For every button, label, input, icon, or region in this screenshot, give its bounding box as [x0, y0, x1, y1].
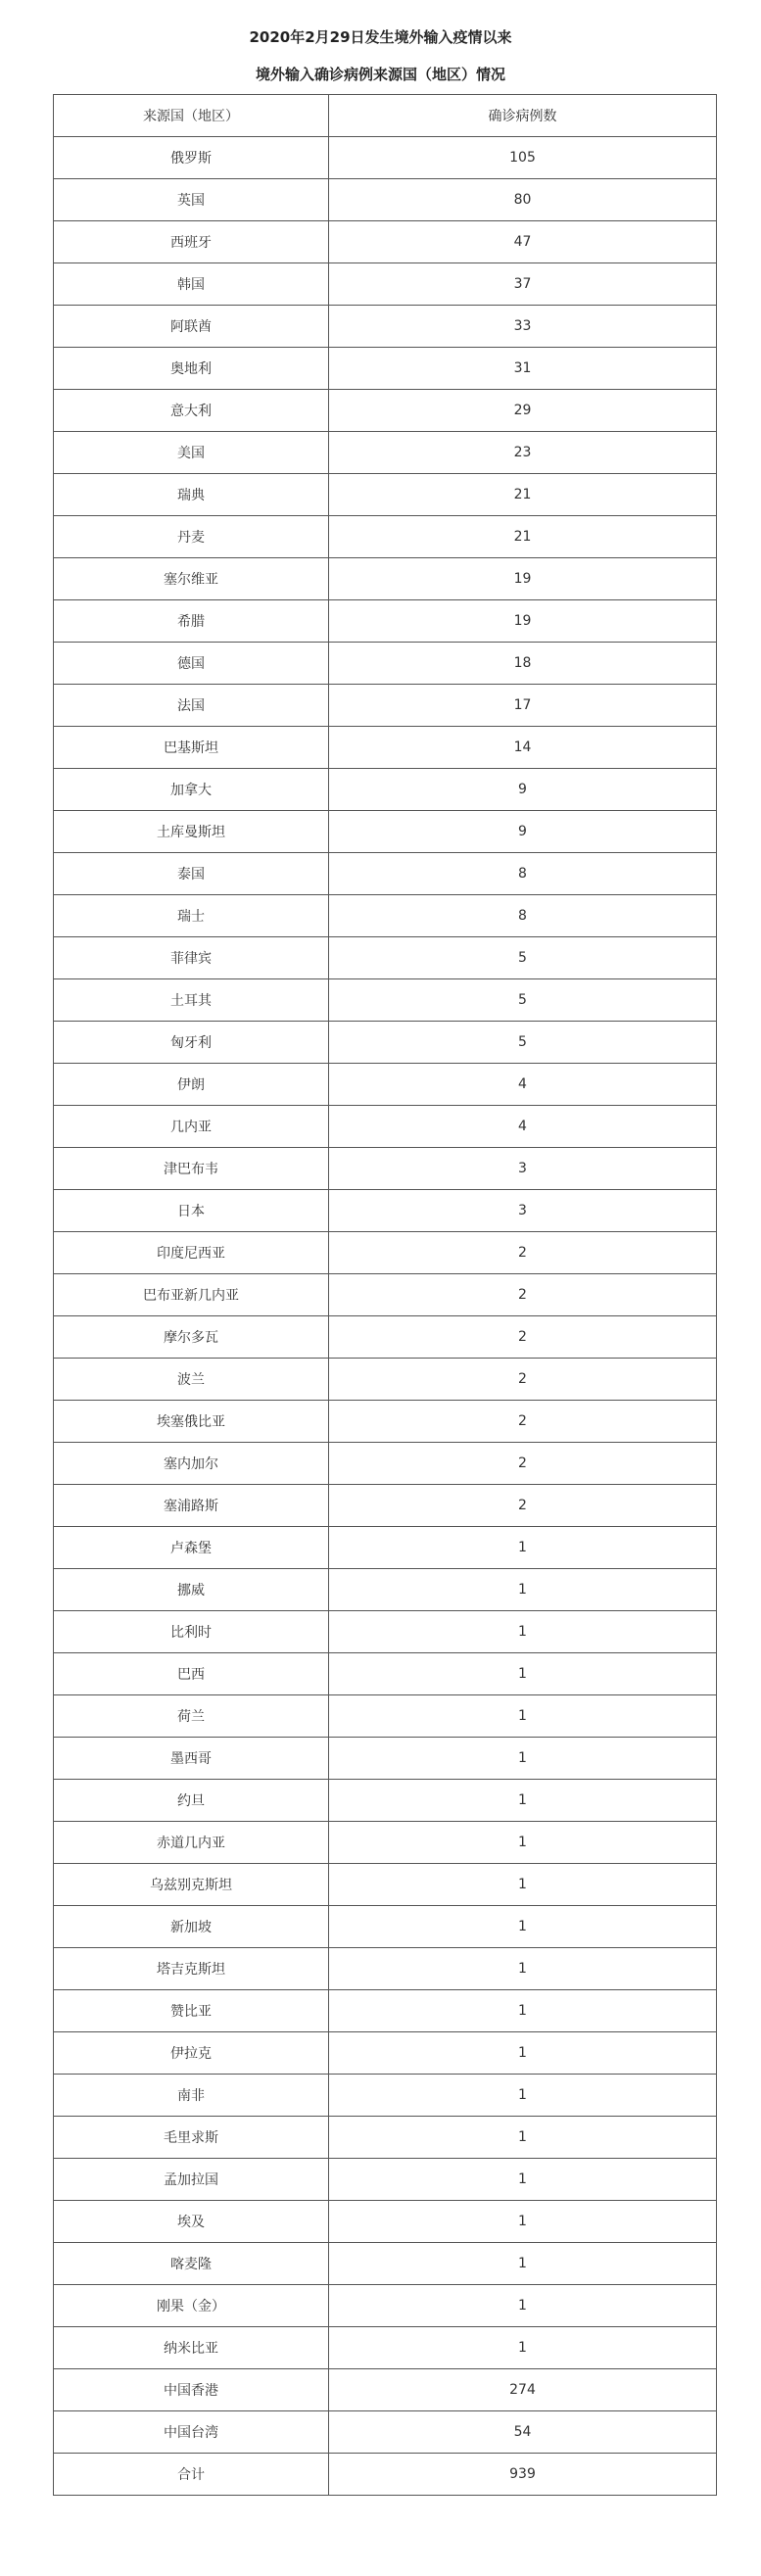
case-count-cell: 31 [329, 348, 717, 390]
imported-cases-table [53, 94, 717, 2496]
country-cell: 阿联酋 [54, 306, 329, 348]
country-cell: 南非 [54, 2075, 329, 2117]
table-row [54, 1401, 717, 1443]
table-row [54, 1906, 717, 1948]
table-header-row [54, 95, 717, 137]
country-cell: 美国 [54, 432, 329, 474]
country-cell: 印度尼西亚 [54, 1232, 329, 1274]
case-count-cell: 29 [329, 390, 717, 432]
case-count-cell: 1 [329, 2159, 717, 2201]
table-row [54, 1232, 717, 1274]
country-cell: 比利时 [54, 1611, 329, 1653]
case-count-cell: 1 [329, 1822, 717, 1864]
country-cell: 刚果（金） [54, 2285, 329, 2327]
table-row [54, 1864, 717, 1906]
country-cell: 中国香港 [54, 2369, 329, 2411]
case-count-cell: 3 [329, 1190, 717, 1232]
case-count-cell: 8 [329, 895, 717, 937]
table-row [54, 2075, 717, 2117]
country-cell: 埃塞俄比亚 [54, 1401, 329, 1443]
case-count-cell: 5 [329, 979, 717, 1022]
country-cell: 韩国 [54, 263, 329, 306]
country-cell: 日本 [54, 1190, 329, 1232]
country-cell: 卢森堡 [54, 1527, 329, 1569]
country-cell: 伊朗 [54, 1064, 329, 1106]
country-cell: 泰国 [54, 853, 329, 895]
case-count-cell: 33 [329, 306, 717, 348]
case-count-cell: 17 [329, 685, 717, 727]
country-cell: 土库曼斯坦 [54, 811, 329, 853]
table-row [54, 1695, 717, 1738]
case-count-cell: 37 [329, 263, 717, 306]
table-row [54, 1443, 717, 1485]
table-row [54, 2159, 717, 2201]
table-row [54, 895, 717, 937]
case-count-cell: 5 [329, 1022, 717, 1064]
table-row [54, 2243, 717, 2285]
case-count-cell: 2 [329, 1359, 717, 1401]
table-row [54, 306, 717, 348]
table-row [54, 2454, 717, 2496]
case-count-cell: 2 [329, 1485, 717, 1527]
case-count-cell: 8 [329, 853, 717, 895]
case-count-cell: 23 [329, 432, 717, 474]
case-count-cell: 9 [329, 769, 717, 811]
country-cell: 塔吉克斯坦 [54, 1948, 329, 1990]
country-cell: 匈牙利 [54, 1022, 329, 1064]
case-count-cell: 4 [329, 1106, 717, 1148]
country-cell: 合计 [54, 2454, 329, 2496]
table-row [54, 1611, 717, 1653]
case-count-cell: 21 [329, 516, 717, 558]
case-count-cell: 1 [329, 1653, 717, 1695]
table-row [54, 2411, 717, 2454]
case-count-cell: 80 [329, 179, 717, 221]
table-row [54, 2369, 717, 2411]
table-row [54, 348, 717, 390]
table-row [54, 179, 717, 221]
country-cell: 俄罗斯 [54, 137, 329, 179]
country-cell: 奥地利 [54, 348, 329, 390]
country-cell: 喀麦隆 [54, 2243, 329, 2285]
table-row [54, 390, 717, 432]
case-count-cell: 1 [329, 1695, 717, 1738]
country-cell: 菲律宾 [54, 937, 329, 979]
country-cell: 津巴布韦 [54, 1148, 329, 1190]
case-count-cell: 1 [329, 1527, 717, 1569]
table-row [54, 2117, 717, 2159]
country-cell: 伊拉克 [54, 2032, 329, 2075]
case-count-cell: 5 [329, 937, 717, 979]
case-count-cell: 1 [329, 1738, 717, 1780]
case-count-cell: 1 [329, 1611, 717, 1653]
case-count-cell: 2 [329, 1232, 717, 1274]
table-row [54, 1948, 717, 1990]
country-cell: 新加坡 [54, 1906, 329, 1948]
case-count-cell: 2 [329, 1274, 717, 1316]
table-row [54, 1359, 717, 1401]
table-row [54, 516, 717, 558]
table-row [54, 1569, 717, 1611]
country-cell: 塞尔维亚 [54, 558, 329, 600]
case-count-cell: 18 [329, 643, 717, 685]
country-cell: 西班牙 [54, 221, 329, 263]
table-row [54, 937, 717, 979]
table-row [54, 727, 717, 769]
table-row [54, 1022, 717, 1064]
case-count-cell: 1 [329, 1780, 717, 1822]
case-count-cell: 2 [329, 1316, 717, 1359]
country-cell: 瑞典 [54, 474, 329, 516]
case-count-cell: 19 [329, 558, 717, 600]
table-row [54, 811, 717, 853]
country-cell: 孟加拉国 [54, 2159, 329, 2201]
table-row [54, 1064, 717, 1106]
case-count-cell: 1 [329, 2032, 717, 2075]
country-cell: 波兰 [54, 1359, 329, 1401]
table-row [54, 769, 717, 811]
table-row [54, 979, 717, 1022]
table-row [54, 2327, 717, 2369]
country-cell: 荷兰 [54, 1695, 329, 1738]
country-cell: 希腊 [54, 600, 329, 643]
country-cell: 几内亚 [54, 1106, 329, 1148]
table-row [54, 1274, 717, 1316]
case-count-cell: 4 [329, 1064, 717, 1106]
table-row [54, 2032, 717, 2075]
table-row [54, 263, 717, 306]
country-cell: 丹麦 [54, 516, 329, 558]
table-row [54, 1780, 717, 1822]
case-count-cell: 1 [329, 1906, 717, 1948]
table-row [54, 1822, 717, 1864]
table-row [54, 2285, 717, 2327]
case-count-cell: 1 [329, 1864, 717, 1906]
table-row [54, 1990, 717, 2032]
case-count-cell: 939 [329, 2454, 717, 2496]
case-count-cell: 105 [329, 137, 717, 179]
case-count-cell: 47 [329, 221, 717, 263]
country-cell: 土耳其 [54, 979, 329, 1022]
country-cell: 巴西 [54, 1653, 329, 1695]
table-row [54, 474, 717, 516]
country-cell: 瑞士 [54, 895, 329, 937]
country-cell: 挪威 [54, 1569, 329, 1611]
table-row [54, 1316, 717, 1359]
table-row [54, 1148, 717, 1190]
table-row [54, 1738, 717, 1780]
country-cell: 中国台湾 [54, 2411, 329, 2454]
table-row [54, 432, 717, 474]
country-cell: 赞比亚 [54, 1990, 329, 2032]
country-cell: 英国 [54, 179, 329, 221]
table-row [54, 2201, 717, 2243]
country-cell: 德国 [54, 643, 329, 685]
case-count-cell: 9 [329, 811, 717, 853]
country-cell: 毛里求斯 [54, 2117, 329, 2159]
header-country: 来源国（地区） [54, 95, 329, 137]
table-row [54, 1485, 717, 1527]
country-cell: 巴布亚新几内亚 [54, 1274, 329, 1316]
table-row [54, 221, 717, 263]
case-count-cell: 3 [329, 1148, 717, 1190]
case-count-cell: 1 [329, 2201, 717, 2243]
case-count-cell: 1 [329, 1990, 717, 2032]
country-cell: 纳米比亚 [54, 2327, 329, 2369]
table-row [54, 1106, 717, 1148]
case-count-cell: 2 [329, 1401, 717, 1443]
case-count-cell: 1 [329, 2243, 717, 2285]
case-count-cell: 19 [329, 600, 717, 643]
case-count-cell: 274 [329, 2369, 717, 2411]
country-cell: 埃及 [54, 2201, 329, 2243]
table-row [54, 853, 717, 895]
country-cell: 乌兹别克斯坦 [54, 1864, 329, 1906]
table-row [54, 137, 717, 179]
country-cell: 加拿大 [54, 769, 329, 811]
case-count-cell: 1 [329, 2117, 717, 2159]
country-cell: 赤道几内亚 [54, 1822, 329, 1864]
table-row [54, 1653, 717, 1695]
case-count-cell: 2 [329, 1443, 717, 1485]
case-count-cell: 1 [329, 2075, 717, 2117]
case-count-cell: 54 [329, 2411, 717, 2454]
table-row [54, 1527, 717, 1569]
case-count-cell: 1 [329, 1569, 717, 1611]
country-cell: 法国 [54, 685, 329, 727]
country-cell: 摩尔多瓦 [54, 1316, 329, 1359]
table-row [54, 1190, 717, 1232]
header-cases: 确诊病例数 [329, 95, 717, 137]
table-row [54, 600, 717, 643]
table-row [54, 685, 717, 727]
case-count-cell: 21 [329, 474, 717, 516]
case-count-cell: 14 [329, 727, 717, 769]
table-row [54, 643, 717, 685]
document-title: 2020年2月29日发生境外输入疫情以来 [249, 28, 512, 46]
table-row [54, 558, 717, 600]
table-caption: 境外输入确诊病例来源国（地区）情况 [255, 66, 505, 83]
case-count-cell: 1 [329, 2327, 717, 2369]
country-cell: 塞内加尔 [54, 1443, 329, 1485]
country-cell: 墨西哥 [54, 1738, 329, 1780]
country-cell: 意大利 [54, 390, 329, 432]
country-cell: 塞浦路斯 [54, 1485, 329, 1527]
country-cell: 约旦 [54, 1780, 329, 1822]
table-body [54, 137, 717, 2496]
country-cell: 巴基斯坦 [54, 727, 329, 769]
case-count-cell: 1 [329, 2285, 717, 2327]
case-count-cell: 1 [329, 1948, 717, 1990]
